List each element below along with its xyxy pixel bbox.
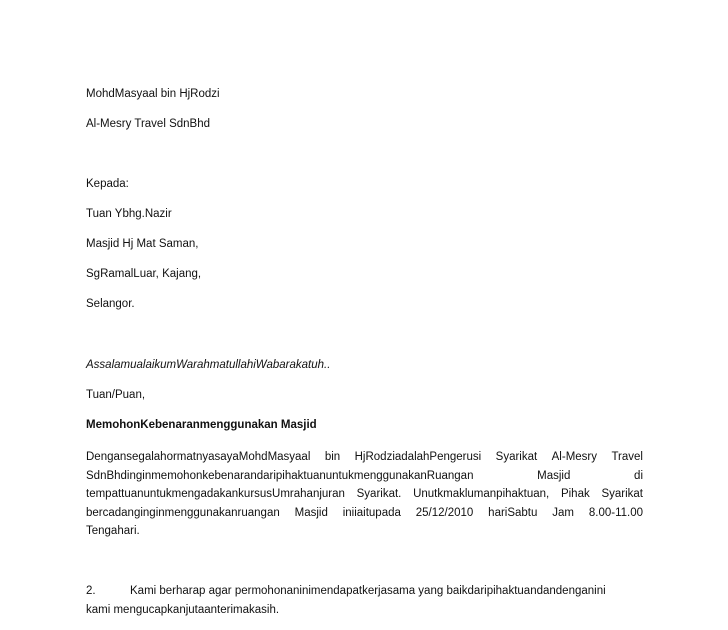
- greeting: AssalamualaikumWarahmatullahiWabarakatuh..: [86, 359, 331, 371]
- para1-line4: bercadanginginmenggunakanruangan Masjid iniiaitupada 25/12/2010 hariSabtu Jam 8.00-11.00: [86, 506, 643, 519]
- subject-heading: MemohonKebenaranmenggunakan Masjid: [86, 419, 317, 431]
- para2-line1: 2. Kami berharap agar permohonaninimendapatkerjasama yang baikdaripihaktuandandenganini: [86, 582, 646, 601]
- recipient-address-line3: Selangor.: [86, 298, 135, 310]
- body-paragraph-1: [86, 448, 643, 541]
- recipient-address-line2: SgRamalLuar, Kajang,: [86, 268, 202, 280]
- sender-company: Al-Mesry Travel SdnBhd: [86, 118, 210, 130]
- recipient-title: Tuan Ybhg.Nazir: [86, 208, 172, 220]
- para1-line3: tempattuanuntukmengadakankursusUmrahanjuran Syarikat. Unutkmaklumanpihaktuan, Pihak Syarikat: [86, 488, 643, 500]
- recipient-label: Kepada:: [86, 178, 129, 190]
- para1-line5: Tengahari.: [86, 525, 140, 537]
- paragraph-number: 2.: [86, 585, 96, 597]
- recipient-address-line1: Masjid Hj Mat Saman,: [86, 238, 199, 250]
- para1-line1: DengansegalahormatnyasayaMohdMasyaal bin HjRodziadalahPengerusi Syarikat Al-Mesry Travel: [86, 451, 643, 463]
- para1-line2: SdnBhdinginmemohonkebenarandaripihaktuanuntukmenggunakanRuangan Masjid di: [86, 469, 643, 482]
- sender-name: MohdMasyaal bin HjRodzi: [86, 88, 220, 100]
- salutation: Tuan/Puan,: [86, 389, 146, 401]
- body-paragraph-2: [86, 582, 646, 619]
- para2-line2: kami mengucapkanjutaanterimakasih.: [86, 603, 280, 616]
